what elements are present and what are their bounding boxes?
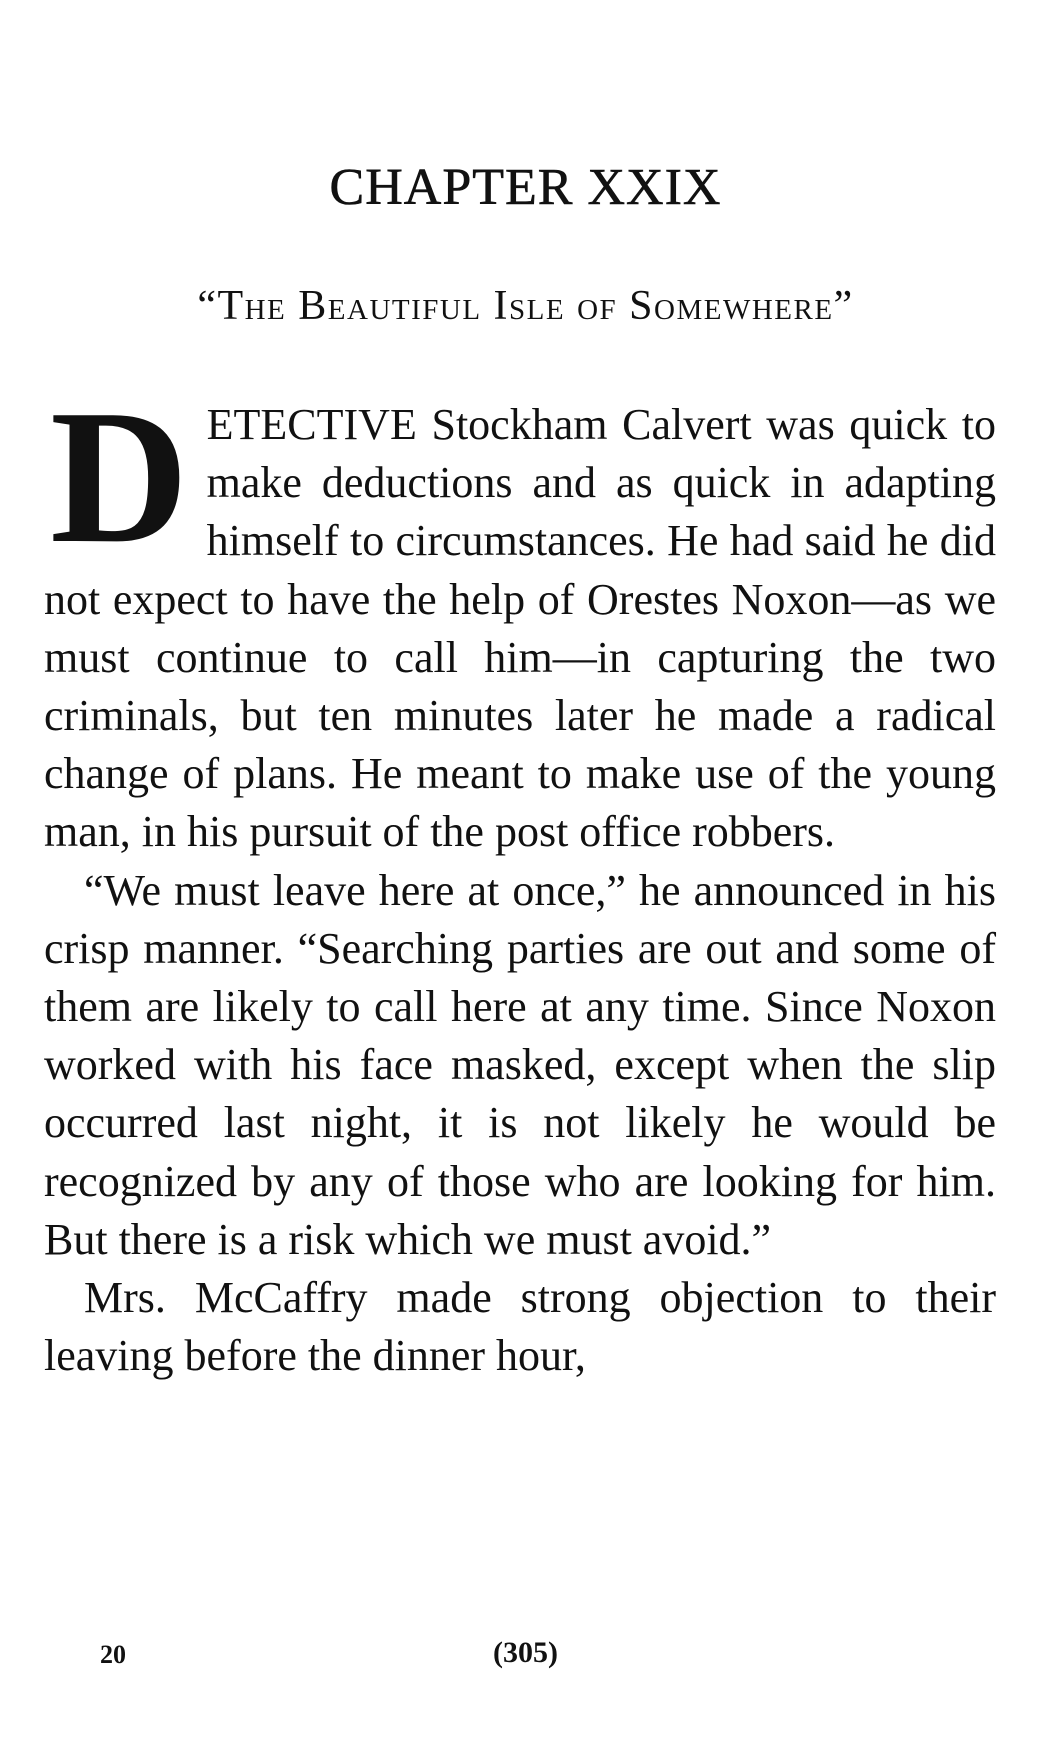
page-number: (305) bbox=[493, 1636, 558, 1669]
paragraph-text: Mrs. McCaffry made strong objection to their leaving before the dinner hour, bbox=[44, 1273, 996, 1381]
signature-mark: 20 bbox=[100, 1640, 126, 1669]
chapter-title: CHAPTER XXIX bbox=[329, 159, 722, 216]
body-text bbox=[44, 370, 996, 1385]
paragraph bbox=[44, 1269, 996, 1385]
paragraph bbox=[44, 370, 996, 862]
chapter-subtitle: “The Beautiful Isle of Somewhere” bbox=[197, 283, 854, 329]
paragraph-text: “We must leave here at once,” he announced in his crisp manner. “Searching parties are out and some of them are likely to call here at any time. Since Noxon worked with his face masked, except when the slip occurred last night, it is not likely he would be recognized by any of those who are looking for him. But there is a risk which we must avoid.” bbox=[44, 865, 996, 1264]
paragraph-text: ETECTIVE Stockham Calvert was quick to make deductions and as quick in adapting himself to circumstances. He had said he did not expect to have the help of Orestes Noxon—as we must continue to call him—in capturing the two criminals, but ten minutes later he made a radical change of plans. He meant to make use of the young man, in his pursuit of the post office robbers. bbox=[44, 400, 996, 857]
paragraph bbox=[44, 862, 996, 1269]
drop-cap: D bbox=[50, 370, 189, 583]
